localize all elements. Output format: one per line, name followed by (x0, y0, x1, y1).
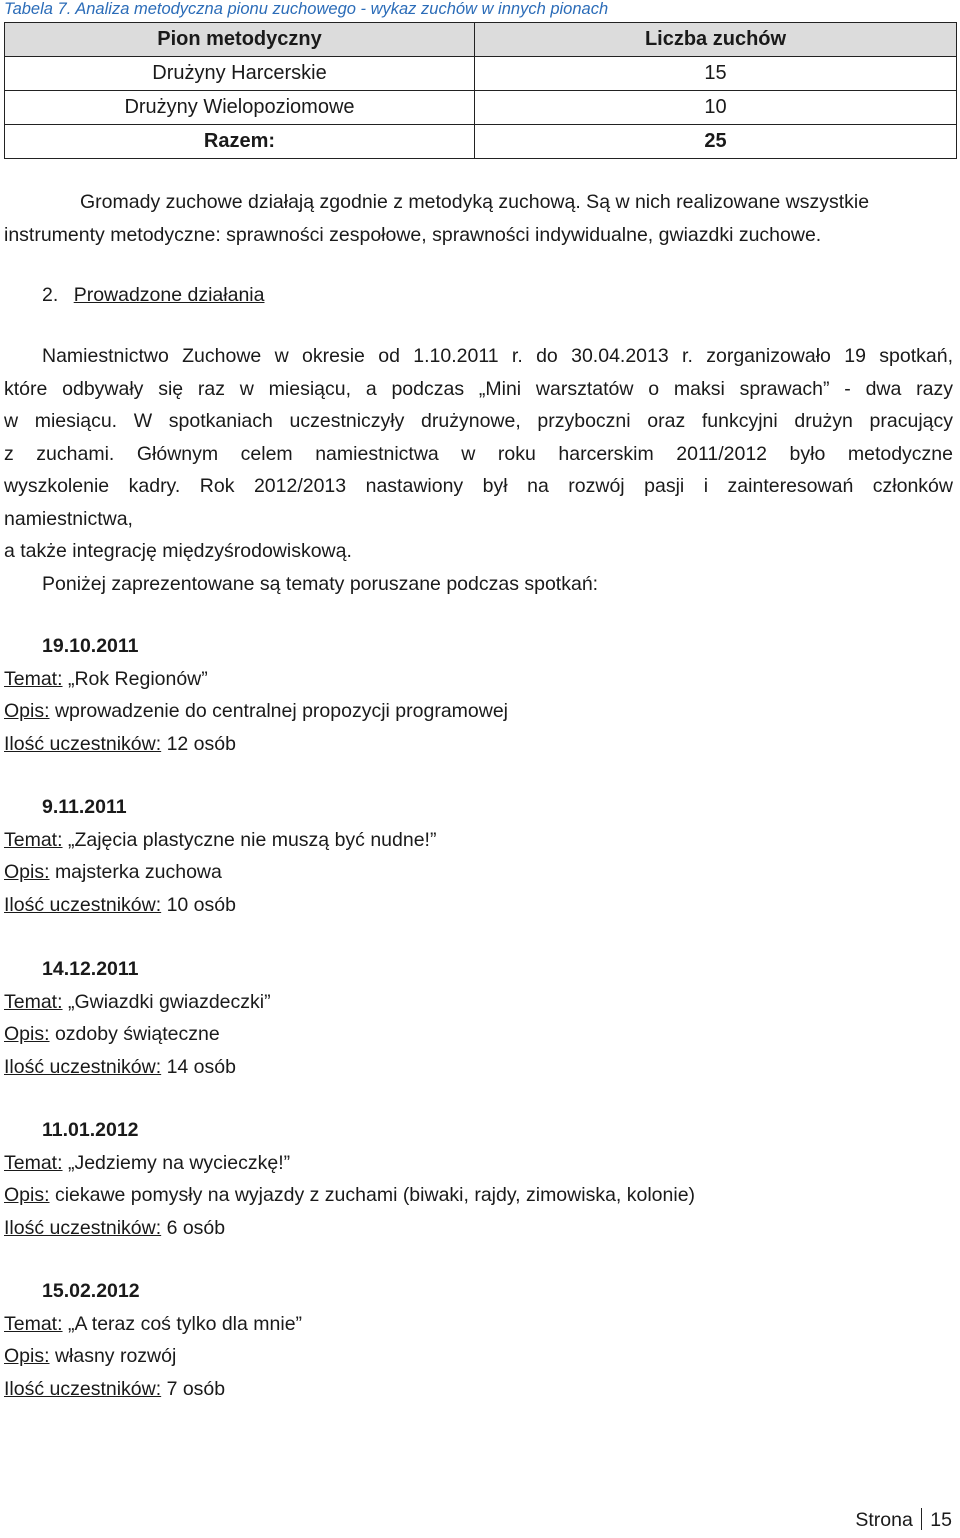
desc-value: ozdoby świąteczne (54, 1023, 220, 1045)
meeting-count (4, 728, 508, 761)
summary-table (4, 22, 957, 159)
desc-label: Opis: (4, 1023, 50, 1045)
body-line: namiestnictwa, (4, 507, 133, 530)
count-label: Ilość uczestników: (4, 893, 162, 916)
meeting-count (4, 1051, 271, 1084)
body-line: wyszkolenie kadry. Rok 2012/2013 nastawiony był na rozwój pasji i zainteresowań członków (4, 475, 953, 497)
meeting-date: 9.11.2011 (42, 796, 127, 818)
table-cell: Drużyny Wielopoziomowe (5, 91, 475, 125)
body-line: a także integrację międzyśrodowiskową. (4, 540, 352, 562)
topic-value: „Zajęcia plastyczne nie muszą być nudne!” (67, 828, 437, 851)
topic-value: „Gwiazdki gwiazdeczki” (67, 990, 271, 1013)
meeting-date: 11.01.2012 (42, 1119, 139, 1141)
table-header-row (5, 23, 957, 57)
count-value: 12 osób (166, 732, 236, 755)
desc-label: Opis: (4, 861, 50, 883)
body-paragraph (4, 340, 953, 600)
desc-value: ciekawe pomysły na wyjazdy z zuchami (biwaki, rajdy, zimowiska, kolonie) (54, 1184, 696, 1206)
desc-value: majsterka zuchowa (54, 861, 222, 883)
count-value: 14 osób (166, 1055, 236, 1078)
footer-separator (921, 1508, 923, 1530)
table-row (5, 57, 957, 91)
count-label: Ilość uczestników: (4, 1216, 162, 1239)
page-number: 15 (930, 1509, 952, 1531)
count-label: Ilość uczestników: (4, 1055, 162, 1078)
desc-label: Opis: (4, 700, 50, 722)
section-number: 2. (42, 284, 59, 306)
table-cell: Drużyny Harcerskie (5, 57, 475, 91)
table-cell: 10 (475, 91, 957, 125)
topic-value: „A teraz coś tylko dla mnie” (67, 1312, 303, 1335)
topic-value: „Jedziemy na wycieczkę!” (67, 1151, 291, 1174)
meeting-entry (4, 953, 271, 1083)
table-caption: Tabela 7. Analiza metodyczna pionu zuchowego - wykaz zuchów w innych pionach (4, 0, 609, 18)
meeting-topic (4, 1308, 302, 1341)
intro-line: instrumenty metodyczne: sprawności zespołowe, sprawności indywidualne, gwiazdki zuchowe. (4, 223, 822, 246)
meeting-date: 19.10.2011 (42, 635, 139, 657)
topic-label: Temat: (4, 667, 63, 690)
count-value: 10 osób (166, 893, 236, 916)
table-header-cell: Pion metodyczny (5, 23, 475, 57)
body-line: które odbywały się raz w miesiącu, a podczas „Mini warsztatów o maksi sprawach” - dwa razy (4, 377, 953, 400)
count-value: 6 osób (166, 1216, 226, 1239)
meeting-entry (4, 1114, 695, 1244)
meeting-topic (4, 824, 436, 857)
table-header-cell: Liczba zuchów (475, 23, 957, 57)
meeting-date: 15.02.2012 (42, 1280, 140, 1302)
meeting-topic (4, 663, 508, 696)
body-line: Namiestnictwo Zuchowe w okresie od 1.10.2011 r. do 30.04.2013 r. zorganizowało 19 spotkań, (42, 345, 953, 367)
topic-value: „Rok Regionów” (67, 667, 208, 690)
meeting-count (4, 1373, 302, 1406)
meeting-entry (4, 1275, 302, 1405)
meeting-desc (4, 1340, 302, 1373)
meeting-entry (4, 630, 508, 760)
topic-label: Temat: (4, 990, 63, 1013)
table-cell: 25 (475, 125, 957, 159)
intro-paragraph (4, 186, 957, 251)
meeting-desc (4, 695, 508, 728)
section-heading (42, 284, 264, 307)
meeting-desc (4, 1018, 271, 1051)
meeting-count (4, 1212, 695, 1245)
section-title: Prowadzone działania (73, 284, 265, 306)
list-intro: Poniżej zaprezentowane są tematy poruszane podczas spotkań: (42, 572, 599, 595)
table-total-row (5, 125, 957, 159)
meeting-entry (4, 791, 436, 921)
intro-line: Gromady zuchowe działają zgodnie z metodyką zuchową. Są w nich realizowane wszystkie (80, 191, 870, 213)
meeting-desc (4, 1179, 695, 1212)
desc-label: Opis: (4, 1184, 50, 1206)
table-cell: Razem: (5, 125, 475, 159)
table-row (5, 91, 957, 125)
meeting-desc (4, 856, 436, 889)
footer-label: Strona (855, 1509, 913, 1531)
count-label: Ilość uczestników: (4, 732, 162, 755)
meeting-topic (4, 1147, 695, 1180)
table-cell: 15 (475, 57, 957, 91)
body-line: z zuchami. Głównym celem namiestnictwa w roku harcerskim 2011/2012 było metodyczne (4, 442, 953, 465)
meeting-date: 14.12.2011 (42, 958, 139, 980)
meeting-count (4, 889, 436, 922)
count-value: 7 osób (166, 1377, 226, 1400)
topic-label: Temat: (4, 1151, 63, 1174)
meeting-topic (4, 986, 271, 1019)
desc-value: wprowadzenie do centralnej propozycji programowej (54, 700, 509, 722)
page-footer (855, 1508, 952, 1532)
count-label: Ilość uczestników: (4, 1377, 162, 1400)
desc-value: własny rozwój (54, 1345, 177, 1367)
desc-label: Opis: (4, 1345, 50, 1367)
body-line: w miesiącu. W spotkaniach uczestniczyły drużynowe, przyboczni oraz funkcyjni drużyn pracujący (4, 410, 953, 432)
topic-label: Temat: (4, 1312, 63, 1335)
topic-label: Temat: (4, 828, 63, 851)
